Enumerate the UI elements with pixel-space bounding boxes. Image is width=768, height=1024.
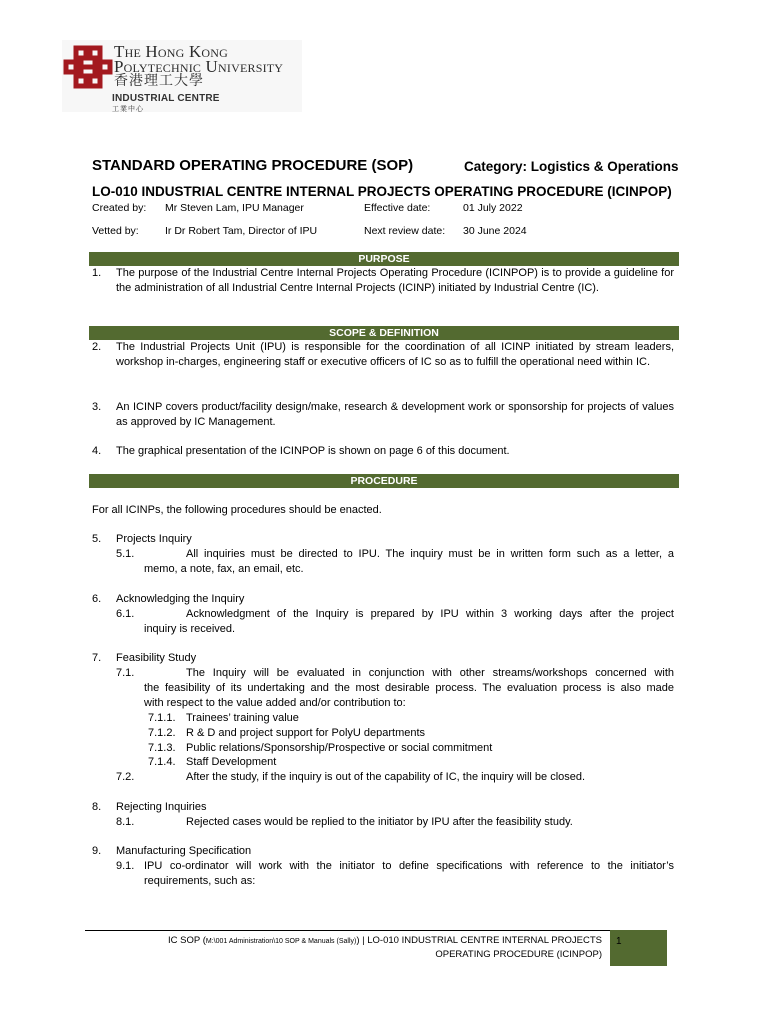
sub-item-number: 6.1. [116,608,135,620]
university-name [114,44,283,89]
text-7-1-line1: The Inquiry will be evaluated in conjunction with other streams/workshops concerned with [186,667,674,679]
effective-date-value: 01 July 2022 [463,202,523,214]
created-by-value: Mr Steven Lam, IPU Manager [165,202,304,214]
text-5-1-line2: memo, a note, fax, an email, etc. [144,563,304,575]
vetted-by-label: Vetted by: [92,225,139,237]
item-number: 3. [92,401,102,413]
heading-projects-inquiry: Projects Inquiry [116,533,192,545]
text-5-1-line1: All inquiries must be directed to IPU. The inquiry must be in written form such as a letter, a [186,548,674,560]
review-date-value: 30 June 2024 [463,225,527,237]
scope-paragraph-ipu: The Industrial Projects Unit (IPU) is responsible for the coordination of all ICINP initiated by stream leaders, workshop in-charges, engineering staff or executive officers of IC so as to fulfill the operational need within IC. [116,341,674,368]
sub-item-number: 7.2. [116,771,135,783]
procedure-intro: For all ICINPs, the following procedures should be enacted. [92,504,382,516]
university-line2: Polytechnic University [114,57,284,76]
text-7-2: After the study, if the inquiry is out of the capability of IC, the inquiry will be closed. [186,771,586,783]
text-9-1-line1: IPU co-ordinator will work with the initiator to define specifications with reference to the initiator’s [144,860,674,872]
sub-sub-item-number: 7.1.4. [148,756,176,768]
item-number: 6. [92,593,102,605]
footer-rule [85,930,610,931]
text-7-1-1: Trainees’ training value [186,712,299,724]
footer-line1 [168,935,602,946]
text-7-1-4: Staff Development [186,756,277,768]
item-number: 4. [92,445,102,457]
university-name-cn: 香港理工大學 [114,74,204,89]
sop-title: STANDARD OPERATING PROCEDURE (SOP) [92,157,414,174]
section-header-purpose: PURPOSE [89,252,679,266]
vetted-by-value: Ir Dr Robert Tam, Director of IPU [165,225,318,237]
footer-suffix: ) | LO-010 INDUSTRIAL CENTRE INTERNAL PROJECTS [356,935,602,946]
text-6-1-line2: inquiry is received. [144,623,236,635]
university-line1: The Hong Kong [114,42,229,61]
heading-acknowledging: Acknowledging the Inquiry [116,593,245,605]
item-number: 9. [92,845,102,857]
sub-sub-item-number: 7.1.2. [148,727,176,739]
section-header-scope: SCOPE & DEFINITION [89,326,679,340]
text-7-1-line2: the feasibility of its undertaking and the most desirable process. The evaluation process is also made [144,682,674,694]
centre-name-cn: 工業中心 [112,106,144,113]
item-number: 2. [92,341,102,353]
section-header-procedure: PROCEDURE [89,474,679,488]
text-9-1-line2: requirements, such as: [144,875,256,887]
heading-feasibility: Feasibility Study [116,652,197,664]
sub-sub-item-number: 7.1.3. [148,742,176,754]
text-7-1-line3: with respect to the value added and/or contribution to: [144,697,406,709]
heading-manufacturing: Manufacturing Specification [116,845,252,857]
sub-item-number: 9.1. [116,860,135,872]
sub-item-number: 7.1. [116,667,135,679]
sub-item-number: 8.1. [116,816,135,828]
item-number: 5. [92,533,102,545]
category-label: Category: Logistics & Operations [464,159,679,174]
item-number: 8. [92,801,102,813]
effective-date-label: Effective date: [364,202,431,214]
item-number: 7. [92,652,102,664]
footer-path: M:\001 Administration\10 SOP & Manuals (Sally) [205,938,357,945]
purpose-paragraph: The purpose of the Industrial Centre Internal Projects Operating Procedure (ICINPOP) is to provide a guideline for the administration of all Industrial Centre Internal Projects (ICINP) initiated by Industrial Centre (IC). [116,267,674,294]
scope-paragraph-graphic: The graphical presentation of the ICINPOP is shown on page 6 of this document. [116,445,510,457]
polyu-logo [62,42,114,92]
text-6-1-line1: Acknowledgment of the Inquiry is prepared by IPU within 3 working days after the project [186,608,674,620]
item-number: 1. [92,267,102,279]
created-by-label: Created by: [92,202,147,214]
sub-item-number: 5.1. [116,548,135,560]
text-7-1-2: R & D and project support for PolyU departments [186,727,426,739]
text-8-1: Rejected cases would be replied to the initiator by IPU after the feasibility study. [186,816,573,828]
footer-prefix: IC SOP ( [168,935,206,946]
text-7-1-3: Public relations/Sponsorship/Prospective or social commitment [186,742,493,754]
review-date-label: Next review date: [364,225,446,237]
scope-paragraph-icinp: An ICINP covers product/facility design/make, research & development work or sponsorship for projects of values as approved by IC Management. [116,401,674,428]
document-title: LO-010 INDUSTRIAL CENTRE INTERNAL PROJECTS OPERATING PROCEDURE (ICINPOP) [92,184,672,199]
heading-rejecting: Rejecting Inquiries [116,801,207,813]
centre-name: INDUSTRIAL CENTRE [112,93,220,104]
page-number: 1 [616,936,622,947]
sub-sub-item-number: 7.1.1. [148,712,176,724]
footer-line2: OPERATING PROCEDURE (ICINPOP) [435,949,602,960]
